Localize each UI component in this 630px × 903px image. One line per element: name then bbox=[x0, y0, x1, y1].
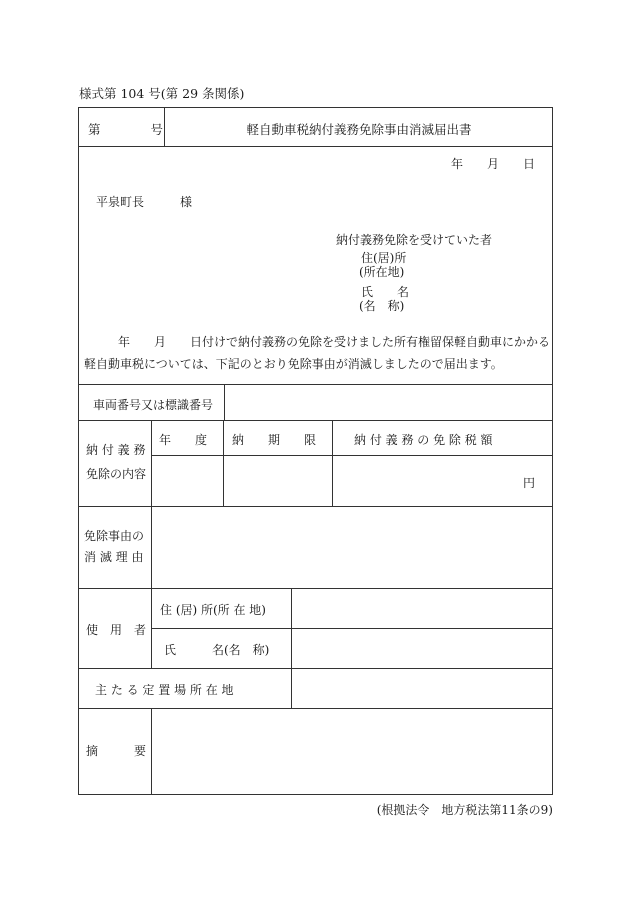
col-period-header: 納 期 限 bbox=[232, 433, 317, 447]
remarks-label: 摘 要 bbox=[86, 744, 147, 758]
remarks-field[interactable] bbox=[152, 709, 552, 794]
user-name-label: 氏 名(名 称) bbox=[164, 643, 270, 657]
submission-date[interactable]: 年 月 日 bbox=[450, 157, 535, 171]
rule-header bbox=[78, 146, 553, 147]
frame-bottom bbox=[78, 794, 553, 795]
applicant-name-sub: (名 称) bbox=[359, 299, 405, 313]
reason-label-1: 免除事由の bbox=[84, 529, 145, 543]
user-address-label: 住 (居) 所(所 在 地) bbox=[160, 603, 266, 617]
form-number-field[interactable]: 第 号 bbox=[88, 122, 164, 137]
year-field[interactable] bbox=[152, 456, 223, 506]
frame-right bbox=[552, 107, 553, 795]
storage-location-label: 主 た る 定 置 場 所 在 地 bbox=[95, 683, 234, 697]
exemption-label-2: 免除の内容 bbox=[86, 467, 147, 481]
user-address-field[interactable] bbox=[292, 589, 552, 628]
addressee: 平泉町長 様 bbox=[96, 195, 193, 209]
vehicle-number-label: 車両番号又は標識番号 bbox=[93, 398, 214, 412]
frame-left bbox=[78, 107, 79, 795]
period-field[interactable] bbox=[224, 456, 332, 506]
applicant-heading: 納付義務免除を受けていた者 bbox=[336, 233, 493, 247]
amount-field[interactable] bbox=[333, 456, 552, 506]
frame-top bbox=[78, 107, 553, 108]
storage-location-field[interactable] bbox=[292, 669, 552, 708]
applicant-name-label: 氏 名 bbox=[361, 285, 410, 299]
vehicle-number-field[interactable] bbox=[225, 385, 552, 420]
user-label: 使 用 者 bbox=[86, 623, 147, 637]
col-amount-header: 納 付 義 務 の 免 除 税 額 bbox=[354, 433, 493, 447]
reason-field[interactable] bbox=[152, 507, 552, 588]
col-year-header: 年 度 bbox=[159, 433, 208, 447]
applicant-address-sub: (所在地) bbox=[359, 265, 405, 279]
rule-vehicle-bottom bbox=[78, 420, 553, 421]
form-title: 軽自動車税納付義務免除事由消滅届出書 bbox=[246, 122, 472, 137]
statement-line-1: 年 月 日付けで納付義務の免除を受けました所有権留保軽自動車にかかる bbox=[118, 335, 551, 349]
applicant-address-label: 住(居)所 bbox=[361, 251, 407, 265]
statement-line-2: 軽自動車税については、下記のとおり免除事由が消滅しましたので届出ます。 bbox=[84, 357, 503, 371]
form-number: 様式第 104 号(第 29 条関係) bbox=[79, 86, 245, 101]
user-name-field[interactable] bbox=[292, 629, 552, 668]
reason-label-2: 消 滅 理 由 bbox=[84, 550, 144, 564]
legal-basis-note: (根拠法令 地方税法第11条の9) bbox=[376, 803, 553, 817]
yen-unit: 円 bbox=[523, 476, 536, 490]
exemption-label-1: 納 付 義 務 bbox=[86, 443, 146, 457]
